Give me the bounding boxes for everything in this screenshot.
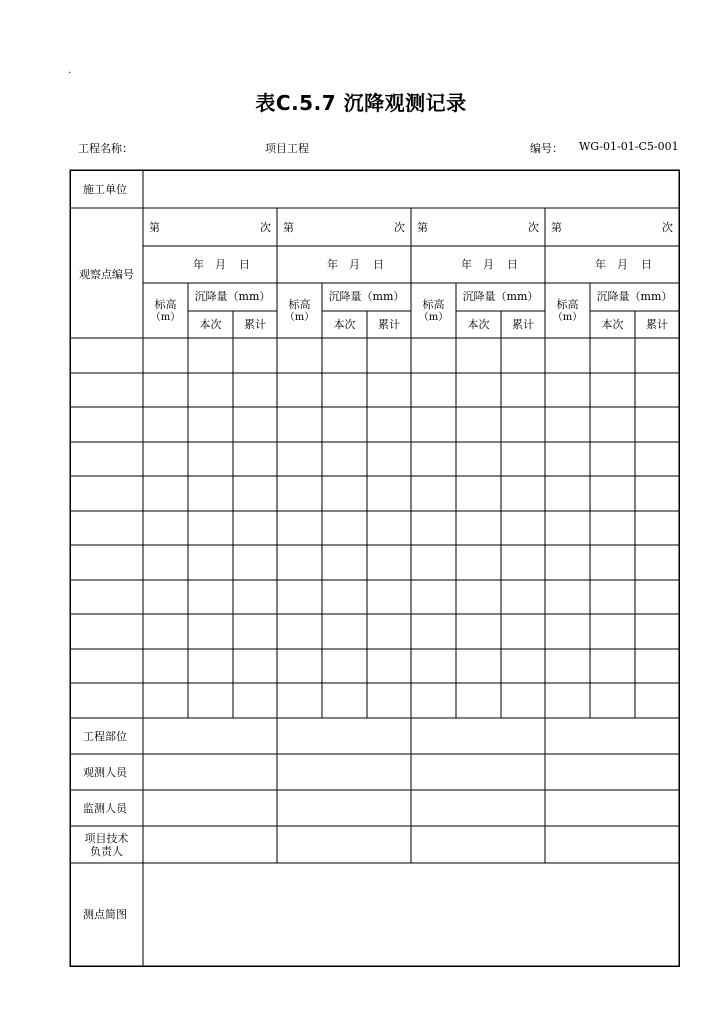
tech-lead-label-line2: 负责人 xyxy=(90,845,123,858)
round-prefix: 第 xyxy=(283,221,294,234)
elevation-label: 标高 xyxy=(288,298,311,311)
page-title: 表C.5.7 沉降观测记录 xyxy=(255,91,467,115)
cumulative-label: 累计 xyxy=(646,318,668,331)
round-suffix: 次 xyxy=(662,221,673,234)
elevation-label: 标高 xyxy=(154,298,177,311)
construction-unit-label: 施工单位 xyxy=(83,183,127,196)
date-month: 月 xyxy=(349,258,360,271)
date-year: 年 xyxy=(193,258,204,271)
corner-mark: . xyxy=(68,65,72,76)
round-suffix: 次 xyxy=(394,221,405,234)
project-name-value: 项目工程 xyxy=(265,142,309,155)
cumulative-label: 累计 xyxy=(378,318,400,331)
current-label: 本次 xyxy=(467,318,490,331)
round-prefix: 第 xyxy=(551,221,562,234)
project-name-label: 工程名称： xyxy=(78,142,133,155)
date-day: 日 xyxy=(641,258,652,271)
monitor-label: 监测人员 xyxy=(83,802,127,815)
date-day: 日 xyxy=(239,258,250,271)
current-label: 本次 xyxy=(199,318,222,331)
tech-lead-label-line1: 项目技术 xyxy=(84,832,129,845)
elevation-unit: （m） xyxy=(284,312,315,323)
code-label: 编号： xyxy=(530,142,563,155)
elevation-label: 标高 xyxy=(422,298,445,311)
sketch-label: 测点简图 xyxy=(83,908,127,921)
round-prefix: 第 xyxy=(149,221,160,234)
date-month: 月 xyxy=(617,258,628,271)
observer-label: 观测人员 xyxy=(83,766,127,779)
settlement-label: 沉降量（mm） xyxy=(328,290,405,303)
date-year: 年 xyxy=(327,258,338,271)
date-year: 年 xyxy=(461,258,472,271)
observation-point-label: 观察点编号 xyxy=(79,268,134,281)
cumulative-label: 累计 xyxy=(244,318,266,331)
code-value: WG-01-01-C5-001 xyxy=(579,140,679,153)
elevation-label: 标高 xyxy=(556,298,579,311)
current-label: 本次 xyxy=(601,318,624,331)
settlement-label: 沉降量（mm） xyxy=(462,290,539,303)
cumulative-label: 累计 xyxy=(512,318,534,331)
round-suffix: 次 xyxy=(528,221,539,234)
settlement-label: 沉降量（mm） xyxy=(194,290,271,303)
date-year: 年 xyxy=(595,258,606,271)
elevation-unit: （m） xyxy=(150,312,181,323)
date-month: 月 xyxy=(483,258,494,271)
date-day: 日 xyxy=(507,258,518,271)
settlement-label: 沉降量（mm） xyxy=(596,290,673,303)
date-day: 日 xyxy=(373,258,384,271)
round-suffix: 次 xyxy=(260,221,271,234)
current-label: 本次 xyxy=(333,318,356,331)
elevation-unit: （m） xyxy=(418,312,449,323)
elevation-unit: （m） xyxy=(552,312,583,323)
project-part-label: 工程部位 xyxy=(83,730,127,743)
date-month: 月 xyxy=(215,258,226,271)
round-prefix: 第 xyxy=(417,221,428,234)
